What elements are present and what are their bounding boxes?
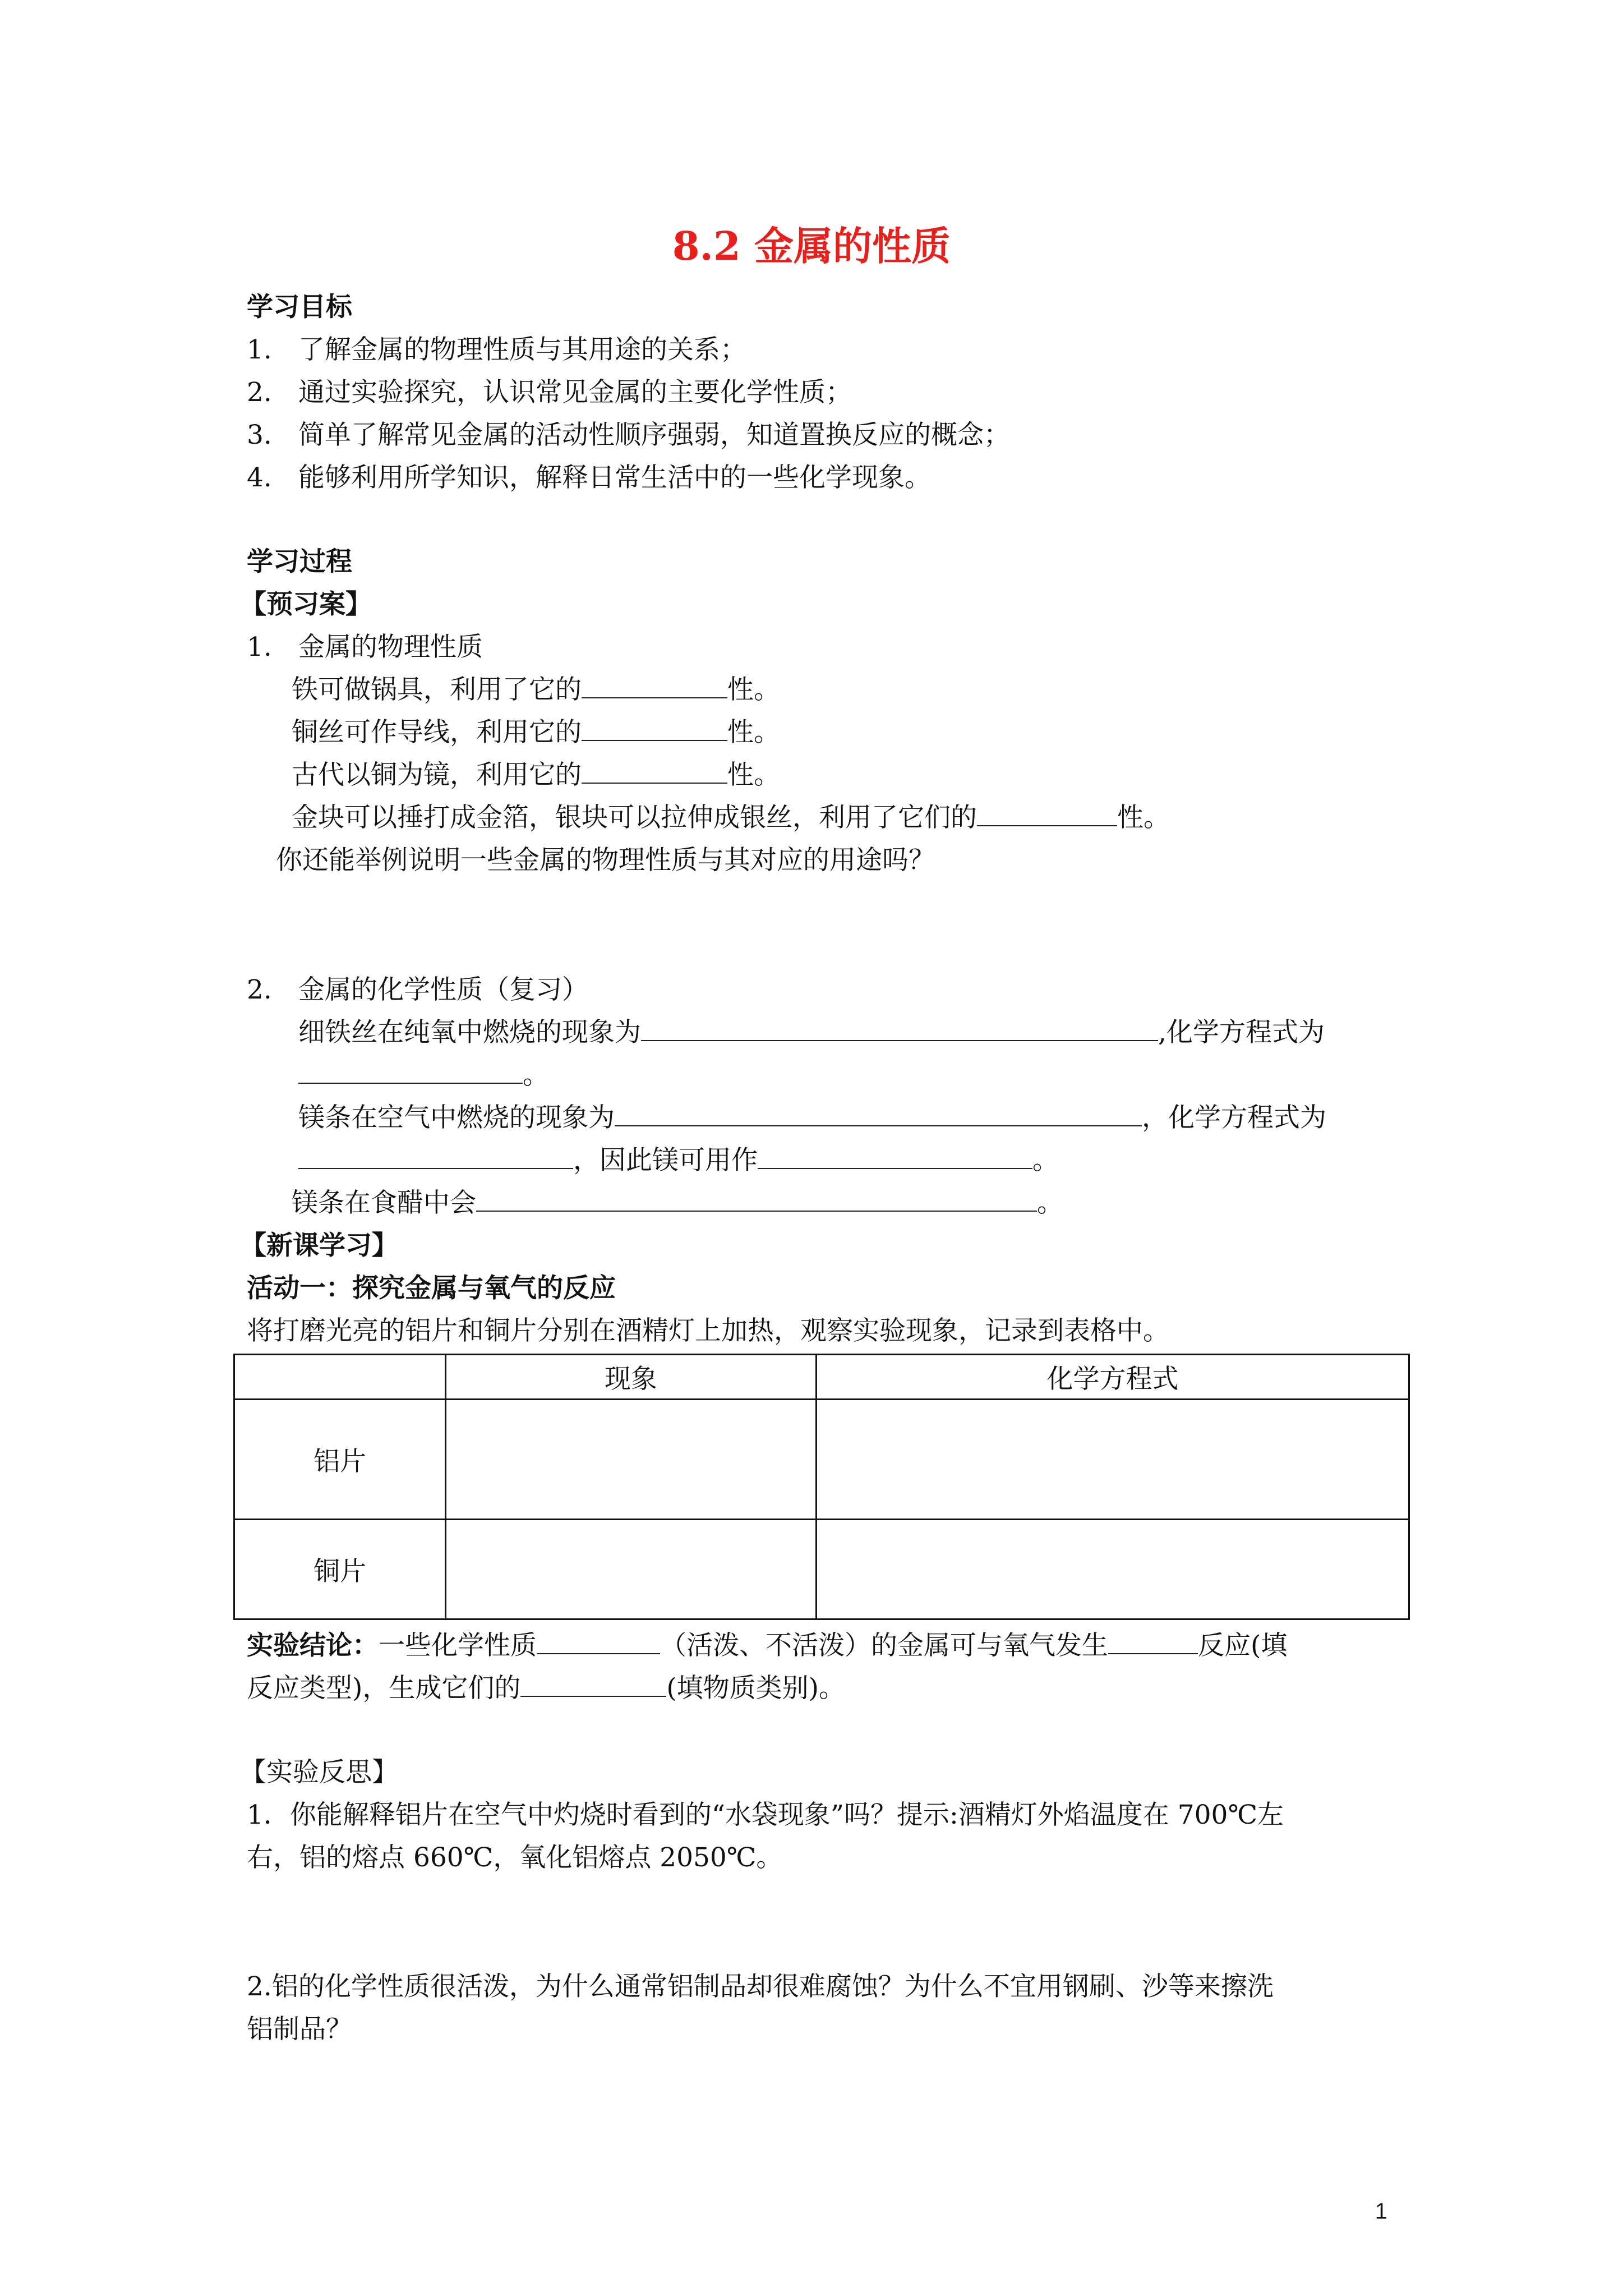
fill-text: 反应类型)，生成它们的 [247, 1673, 521, 1704]
preview-heading: 【预习案】 [240, 589, 372, 620]
table-header-cell [234, 1355, 446, 1400]
fill-text: 一些化学性质 [379, 1630, 537, 1661]
page-title: 8.2 金属的性质 [672, 223, 951, 269]
table-row-label: 铝片 [234, 1400, 446, 1520]
answer-blank[interactable] [582, 759, 727, 784]
answer-blank[interactable] [520, 1672, 666, 1697]
vinegar-line [292, 1186, 1063, 1220]
activity-instruction: 将打磨光亮的铝片和铜片分别在酒精灯上加热，观察实验现象，记录到表格中。 [247, 1315, 1169, 1346]
fill-text: ，化学方程式为 [1142, 1102, 1326, 1133]
fill-text: （活泼、不活泼）的金属可与氧气发生 [660, 1630, 1108, 1661]
fill-text: 性。 [727, 674, 780, 705]
fill-line [292, 801, 1170, 835]
page-number: 1 [1375, 2199, 1387, 2224]
table-cell-input[interactable] [817, 1400, 1409, 1520]
fill-text: 铁可做锅具，利用了它的 [292, 674, 582, 705]
process-heading: 学习过程 [247, 546, 352, 577]
table-header-cell: 化学方程式 [817, 1355, 1409, 1400]
iron-line [298, 1016, 1325, 1050]
reflection-heading: 【实验反思】 [240, 1757, 398, 1788]
fill-text: 镁条在食醋中会 [292, 1188, 476, 1218]
fill-text: 性。 [727, 760, 780, 790]
goal-num: 3. [247, 420, 272, 450]
fill-text: 性。 [1117, 802, 1170, 833]
table-row [234, 1520, 1409, 1619]
answer-blank[interactable] [1108, 1630, 1198, 1654]
table-row-label: 铜片 [234, 1520, 446, 1619]
fill-text: ,化学方程式为 [1158, 1017, 1325, 1048]
answer-blank[interactable] [476, 1187, 1037, 1212]
reflection-q2: 2.铝的化学性质很活泼，为什么通常铝制品却很难腐蚀？为什么不宜用钢刷、沙等来擦洗 [247, 1971, 1274, 2002]
answer-blank[interactable] [758, 1144, 1032, 1169]
goal-num: 4. [247, 462, 272, 493]
table-row [234, 1400, 1409, 1520]
goal-text: 能够利用所学知识，解释日常生活中的一些化学现象。 [298, 462, 931, 493]
table-cell-input[interactable] [446, 1400, 817, 1520]
fill-text: 细铁丝在纯氧中燃烧的现象为 [298, 1017, 641, 1048]
fill-text: 镁条在空气中燃烧的现象为 [298, 1102, 615, 1133]
fill-text: 。 [1037, 1188, 1063, 1218]
goals-heading: 学习目标 [247, 292, 352, 323]
goal-num: 2. [247, 377, 272, 408]
reflection-q2-cont: 铝制品？ [247, 2014, 352, 2045]
conclusion-line [247, 1629, 1287, 1663]
fill-text: 性。 [727, 717, 780, 748]
goal-text: 了解金属的物理性质与其用途的关系； [298, 334, 746, 365]
goal-text: 通过实验探究，认识常见金属的主要化学性质； [298, 377, 852, 408]
table-cell-input[interactable] [446, 1520, 817, 1619]
fill-text: 古代以铜为镜，利用它的 [292, 760, 582, 790]
answer-blank[interactable] [641, 1016, 1158, 1041]
q1-question: 你还能举例说明一些金属的物理性质与其对应的用途吗？ [276, 845, 935, 876]
goal-text: 简单了解常见金属的活动性顺序强弱，知道置换反应的概念； [298, 420, 1010, 450]
goal-num: 1. [247, 334, 272, 365]
fill-text: 铜丝可作导线，利用它的 [292, 717, 582, 748]
table-header-cell: 现象 [446, 1355, 817, 1400]
fill-line [292, 758, 780, 792]
fill-text: (填物质类别)。 [666, 1673, 846, 1704]
reflection-q1: 1．你能解释铝片在空气中灼烧时看到的“水袋现象”吗？提示:酒精灯外焰温度在 700℃左 [247, 1800, 1284, 1830]
fill-line [292, 716, 780, 749]
mg-line-2 [298, 1144, 1059, 1177]
fill-text: ，因此镁可用作 [573, 1145, 758, 1176]
fill-text: 。 [523, 1060, 549, 1091]
q1-title: 金属的物理性质 [298, 632, 483, 662]
q2-num: 2. [247, 974, 272, 1005]
fill-line [292, 673, 780, 707]
answer-blank[interactable] [537, 1630, 660, 1654]
observation-table [233, 1354, 1410, 1620]
fill-text: 金块可以捶打成金箔，银块可以拉伸成银丝，利用了它们的 [292, 802, 977, 833]
mg-line [298, 1101, 1326, 1135]
answer-blank[interactable] [298, 1059, 523, 1084]
conclusion-label: 实验结论： [247, 1630, 379, 1661]
answer-blank[interactable] [977, 802, 1117, 826]
activity-title: 活动一：探究金属与氧气的反应 [247, 1273, 616, 1304]
answer-blank[interactable] [582, 674, 727, 698]
iron-line-2 [298, 1059, 549, 1092]
new-lesson-heading: 【新课学习】 [240, 1230, 398, 1261]
table-cell-input[interactable] [817, 1520, 1409, 1619]
conclusion-line-2 [247, 1672, 845, 1705]
reflection-q1-cont: 右，铝的熔点 660℃，氧化铝熔点 2050℃。 [247, 1842, 783, 1873]
q1-num: 1. [247, 632, 272, 662]
answer-blank[interactable] [298, 1144, 573, 1169]
fill-text: 。 [1032, 1145, 1059, 1176]
table-header-row [234, 1355, 1409, 1400]
fill-text: 反应(填 [1198, 1630, 1288, 1661]
q2-title: 金属的化学性质（复习） [298, 974, 588, 1005]
answer-blank[interactable] [582, 716, 727, 741]
answer-blank[interactable] [615, 1102, 1142, 1126]
